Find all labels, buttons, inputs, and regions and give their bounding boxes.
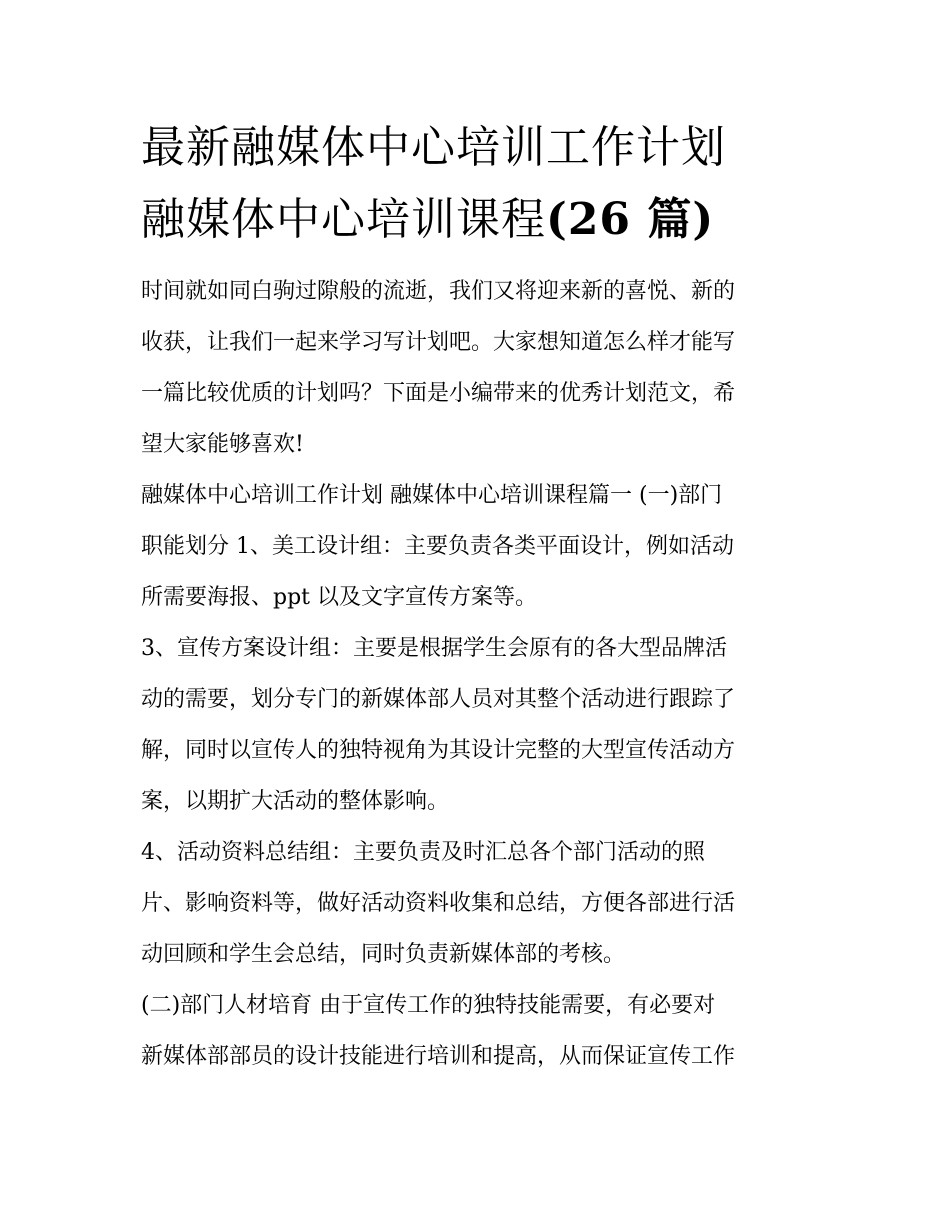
paragraph-line: 所需要海报、ppt 以及文字宣传方案等。 bbox=[141, 585, 538, 610]
section-two-paragraph bbox=[141, 980, 813, 1082]
paragraph-line: 解，同时以宣传人的独特视角为其设计完整的大型宣传活动方 bbox=[141, 738, 736, 763]
paragraph-line: 案，以期扩大活动的整体影响。 bbox=[141, 789, 450, 814]
title-line-2: 融媒体中心培训课程 bbox=[141, 194, 546, 245]
document-content bbox=[141, 112, 813, 1082]
paragraph-line: 融媒体中心培训工作计划 融媒体中心培训课程篇一 (一)部门 bbox=[141, 483, 723, 508]
paragraph-line: 望大家能够喜欢! bbox=[141, 432, 304, 457]
title-count: (26 篇) bbox=[546, 194, 715, 245]
paragraph-line: 动回顾和学生会总结，同时负责新媒体部的考核。 bbox=[141, 942, 626, 967]
item-4-paragraph bbox=[141, 827, 813, 980]
paragraph-line: 时间就如同白驹过隙般的流逝，我们又将迎来新的喜悦、新的 bbox=[141, 279, 736, 304]
paragraph-line: 片、影响资料等，做好活动资料收集和总结，方便各部进行活 bbox=[141, 891, 736, 916]
paragraph-line: 一篇比较优质的计划吗？下面是小编带来的优秀计划范文，希 bbox=[141, 381, 736, 406]
paragraph-line: 职能划分 1、美工设计组：主要负责各类平面设计，例如活动 bbox=[141, 534, 734, 559]
intro-paragraph bbox=[141, 266, 813, 470]
paragraph-line: 3、宣传方案设计组：主要是根据学生会原有的各大型品牌活 bbox=[141, 636, 727, 661]
paragraph-line: 4、活动资料总结组：主要负责及时汇总各个部门活动的照 bbox=[141, 840, 705, 865]
paragraph-line: 收获，让我们一起来学习写计划吧。大家想知道怎么样才能写 bbox=[141, 330, 736, 355]
paragraph-line: (二)部门人材培育 由于宣传工作的独特技能需要，有必要对 bbox=[141, 993, 716, 1018]
paragraph-line: 动的需要，划分专门的新媒体部人员对其整个活动进行跟踪了 bbox=[141, 687, 736, 712]
document-title bbox=[141, 112, 813, 256]
item-3-paragraph bbox=[141, 623, 813, 827]
title-line-1: 最新融媒体中心培训工作计划 bbox=[141, 122, 726, 173]
paragraph-line: 新媒体部部员的设计技能进行培训和提高，从而保证宣传工作 bbox=[141, 1044, 736, 1069]
section-one-paragraph bbox=[141, 470, 813, 623]
